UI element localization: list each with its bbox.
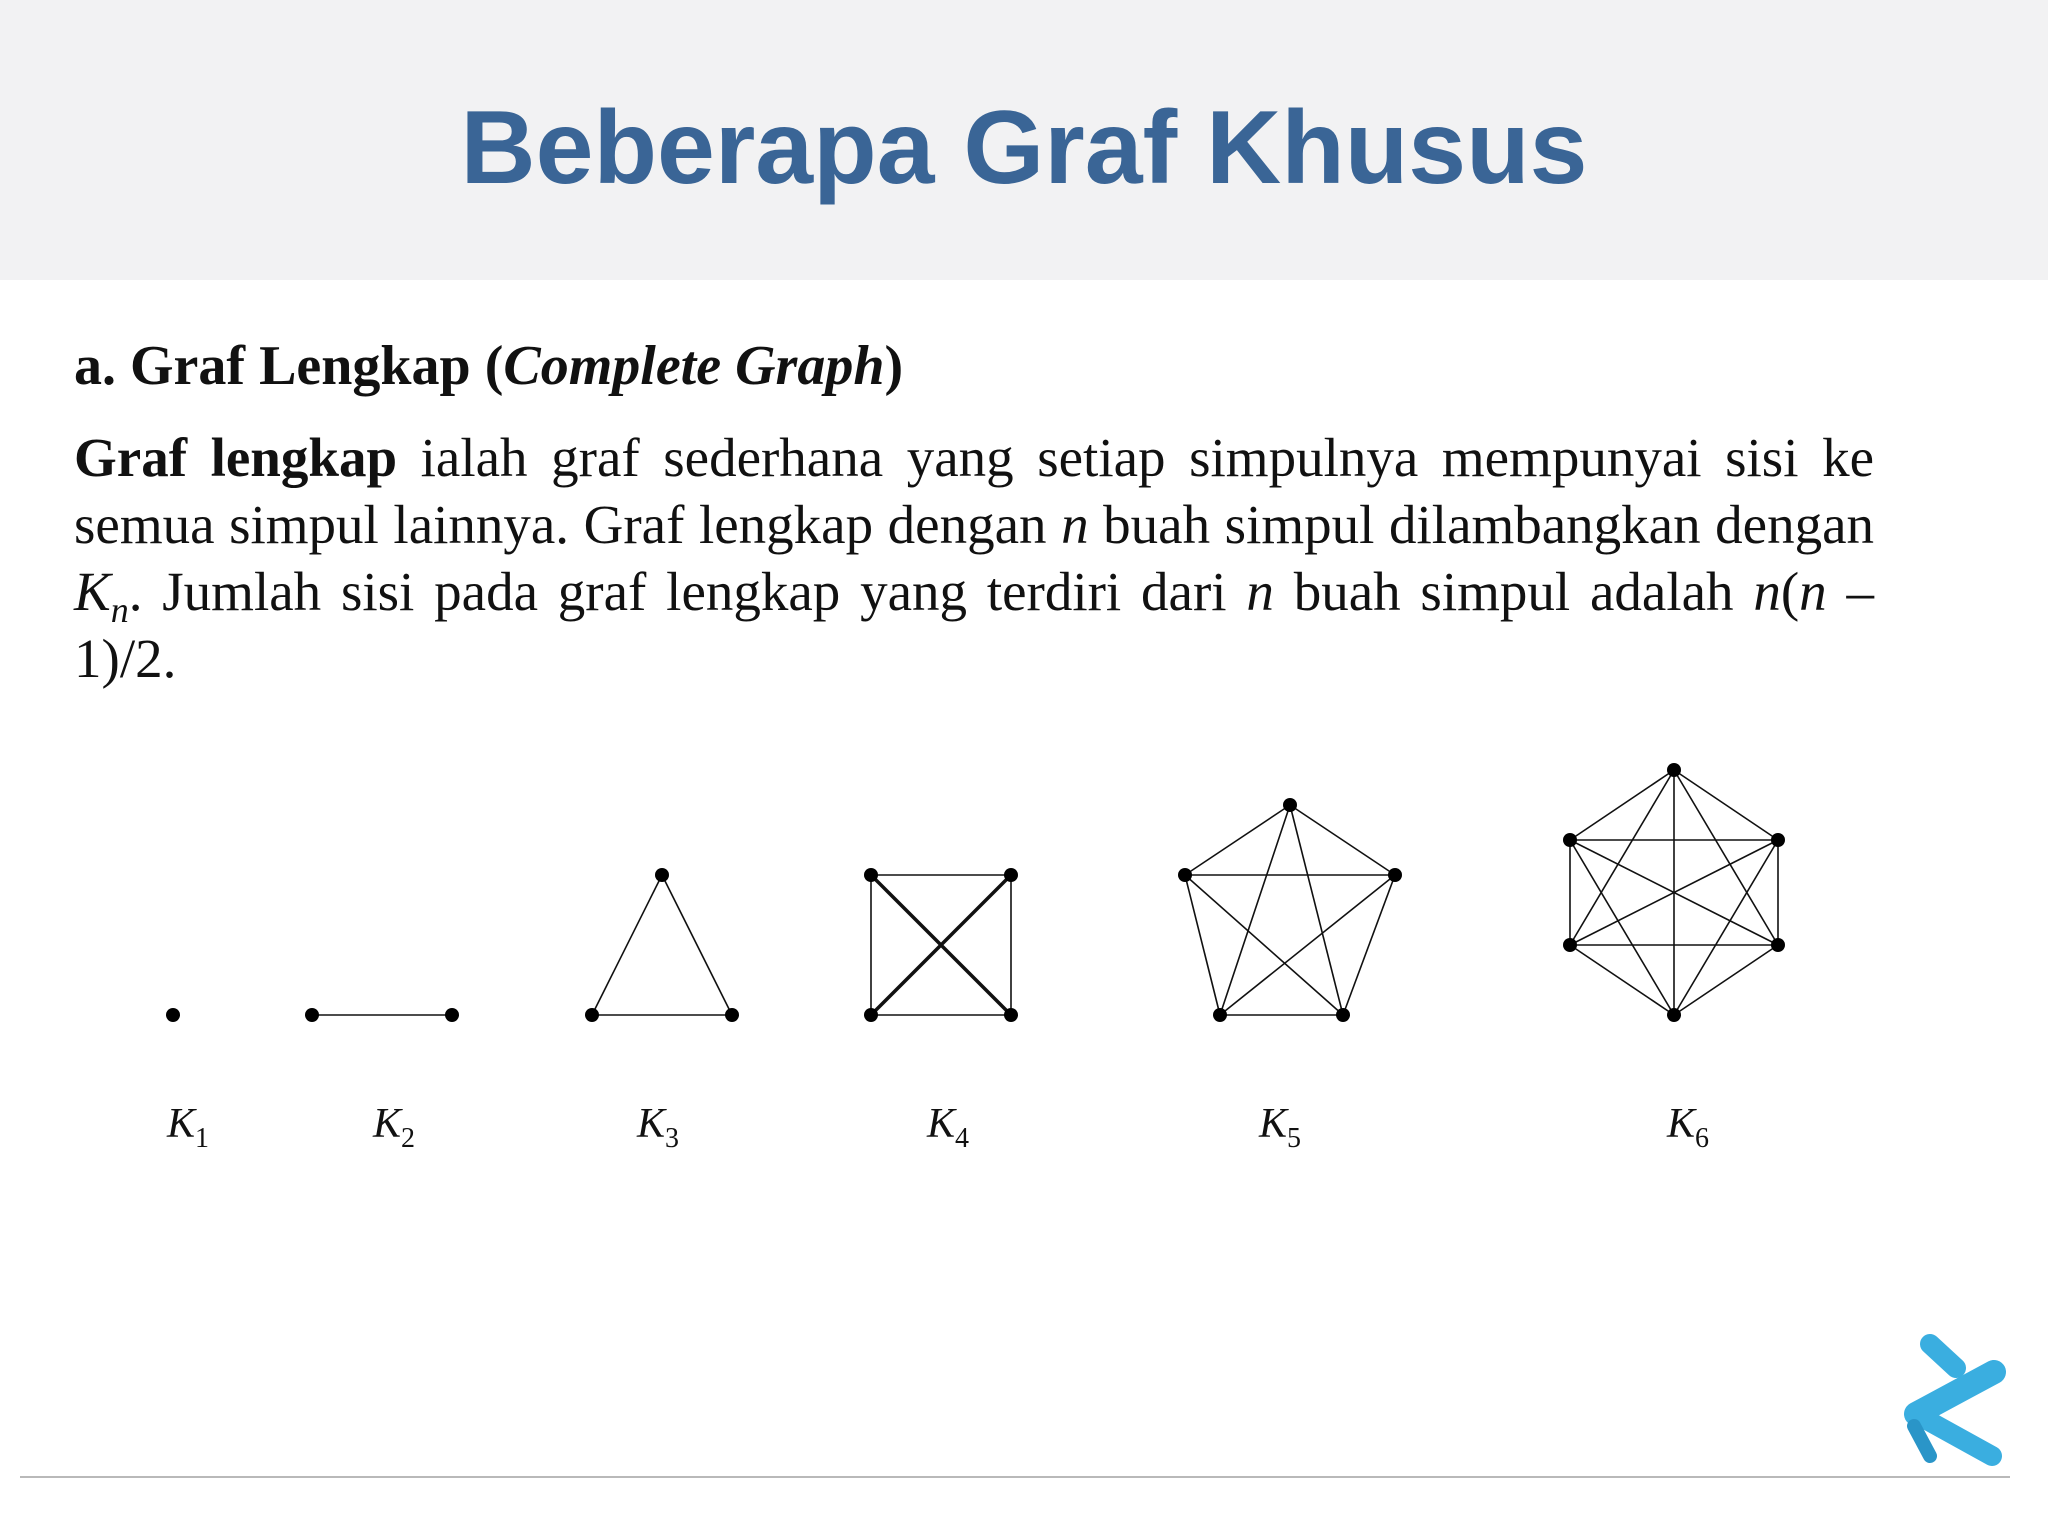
graph-k1: [166, 1008, 180, 1022]
paragraph-text-3: . Jumlah sisi pada graf lengkap yang terdiri dari: [128, 561, 1247, 622]
kn-main: K: [74, 561, 111, 622]
var-n-2: n: [1246, 561, 1274, 622]
graph-vertex: [1336, 1008, 1350, 1022]
footer-divider: [20, 1476, 2010, 1478]
graph-edge: [1674, 770, 1778, 840]
kn-sub: n: [110, 590, 129, 630]
graph-edge: [1570, 770, 1674, 840]
graph-vertex: [1771, 938, 1785, 952]
graph-k6: [1563, 763, 1785, 1022]
graph-label-k5: $K_5$: [1259, 1101, 1302, 1154]
brand-logo-icon: [1890, 1330, 2010, 1470]
graph-vertex: [1667, 1008, 1681, 1022]
graph-vertex: [1178, 868, 1192, 882]
graph-vertex: [585, 1008, 599, 1022]
graph-edge: [1185, 805, 1290, 875]
section-heading-italic: Complete Graph: [503, 335, 885, 397]
graph-k3: [585, 868, 739, 1022]
graph-edge: [1185, 875, 1220, 1015]
graph-edge: [1185, 875, 1343, 1015]
paragraph-text-4: buah simpul adalah: [1273, 561, 1754, 622]
section-heading-prefix: a. Graf Lengkap (: [74, 335, 504, 397]
graph-vertex: [1563, 833, 1577, 847]
graph-vertex: [1213, 1008, 1227, 1022]
graph-vertex: [1667, 763, 1681, 777]
graph-label-k3: $K_3$: [637, 1101, 680, 1154]
graph-edge: [592, 875, 662, 1015]
graph-edge: [1674, 945, 1778, 1015]
graph-vertex: [1771, 833, 1785, 847]
graph-vertex: [305, 1008, 319, 1022]
graph-edge: [1220, 805, 1290, 1015]
paragraph-text-2: buah simpul dilambangkan dengan: [1088, 494, 1874, 555]
page-title: Beberapa Graf Khusus: [460, 90, 1588, 206]
graph-vertex: [1388, 868, 1402, 882]
graph-vertex: [725, 1008, 739, 1022]
bold-term: Graf lengkap: [74, 427, 398, 488]
graph-k5: [1178, 798, 1402, 1022]
graph-label-k4: $K_4$: [927, 1101, 970, 1154]
section-heading-suffix: ): [884, 335, 904, 397]
graph-vertex: [1004, 1008, 1018, 1022]
graph-vertex: [864, 1008, 878, 1022]
formula-rest: – 1)/2.: [74, 561, 1874, 689]
graph-label-k2: $K_2$: [373, 1101, 416, 1154]
graph-vertex: [1563, 938, 1577, 952]
graph-edge: [662, 875, 732, 1015]
graph-vertex: [864, 868, 878, 882]
graph-vertex: [1283, 798, 1297, 812]
graph-vertex: [1004, 868, 1018, 882]
formula-paren: (: [1780, 561, 1800, 622]
paragraph-text-1: ialah graf sederhana yang setiap simpulnya mempunyai sisi ke semua simpul lainnya. Graf lengkap dengan: [74, 427, 1874, 555]
formula-n: n: [1753, 561, 1781, 622]
graph-vertex: [655, 868, 669, 882]
graph-label-k6: $K_6$: [1667, 1101, 1710, 1154]
graph-label-k1: $K_1$: [167, 1101, 210, 1154]
graph-layer: [166, 763, 1785, 1022]
graph-vertex: [445, 1008, 459, 1022]
var-n-1: n: [1061, 494, 1089, 555]
formula-n-2: n: [1799, 561, 1827, 622]
graph-k2: [305, 1008, 459, 1022]
graph-edge: [1570, 945, 1674, 1015]
graph-vertex: [166, 1008, 180, 1022]
graph-k4: [864, 868, 1018, 1022]
graph-edge: [1290, 805, 1343, 1015]
